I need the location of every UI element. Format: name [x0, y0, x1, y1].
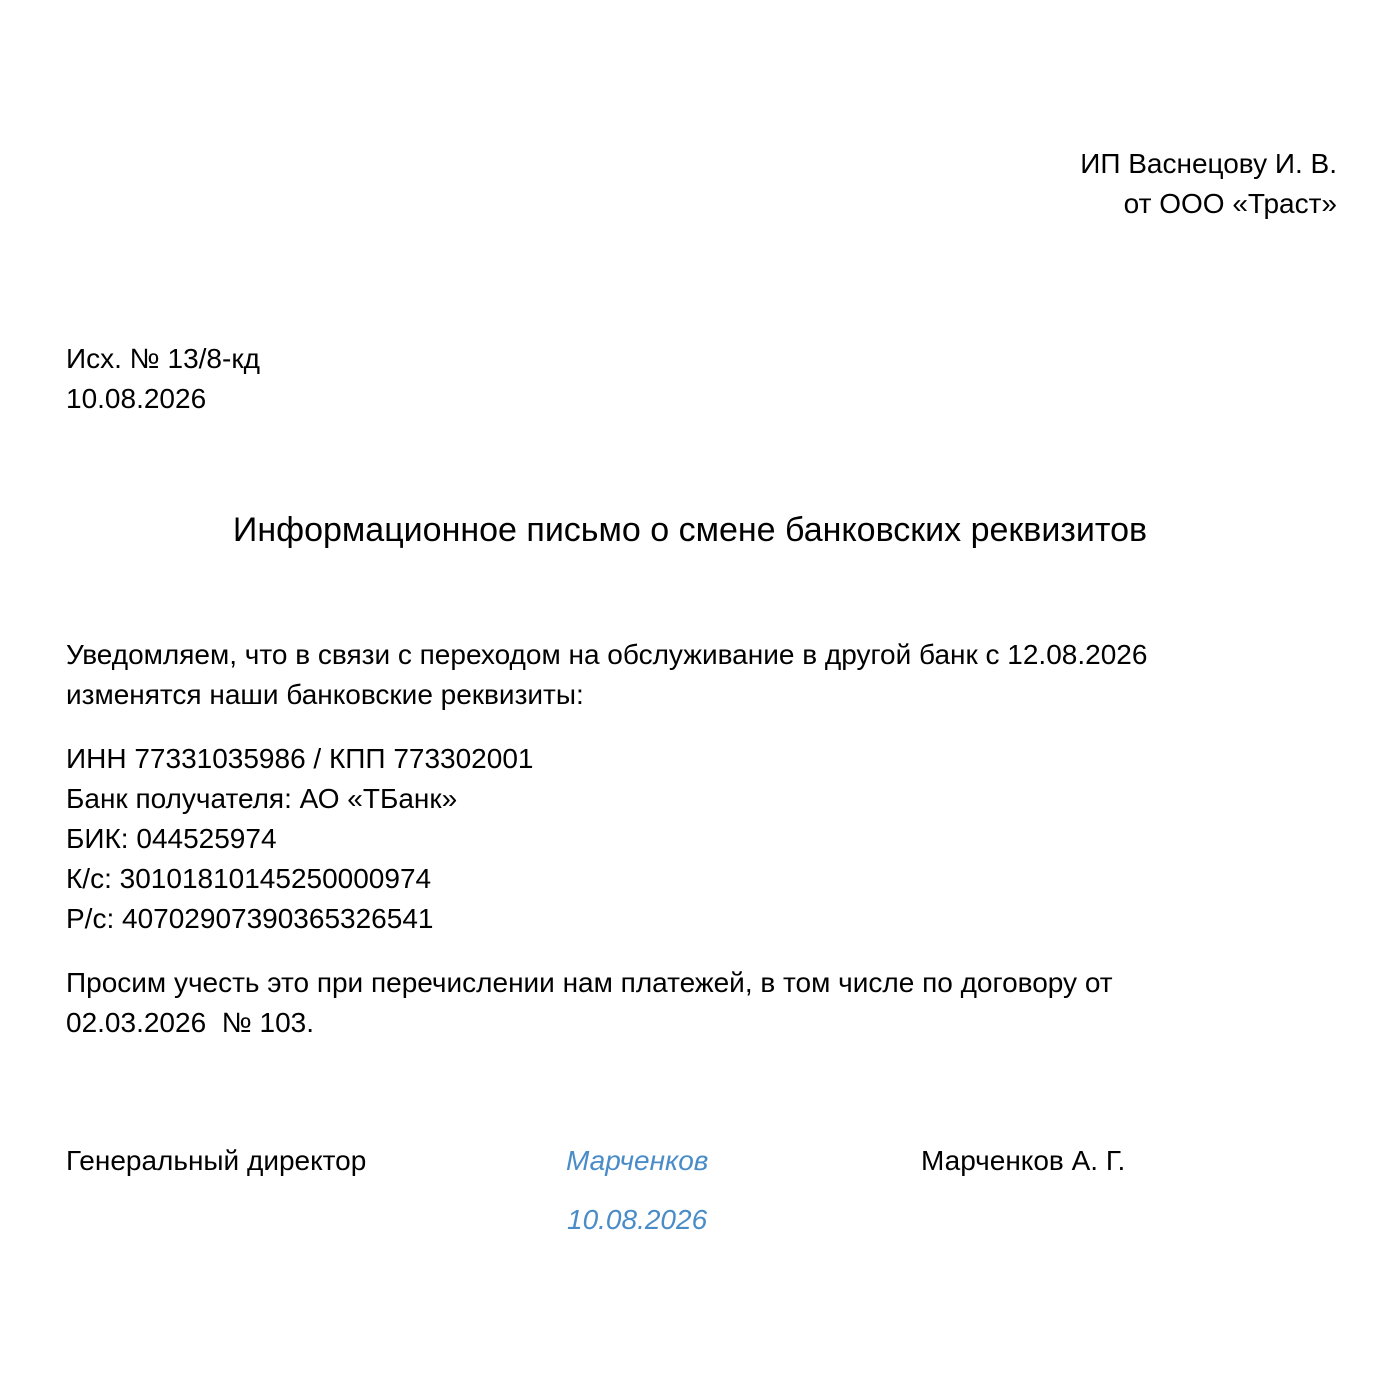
request-line: Просим учесть это при перечислении нам платежей, в том числе по договору от: [66, 967, 1113, 998]
addressee-block: [1080, 144, 1337, 224]
signature-date: 10.08.2026: [567, 1204, 708, 1235]
outgoing-date: 10.08.2026: [66, 383, 207, 414]
request-line: 02.03.2026 № 103.: [66, 1007, 315, 1038]
outgoing-number: Исх. № 13/8-кд: [66, 343, 260, 374]
outgoing-block: [66, 339, 260, 419]
bank-details: [66, 739, 1326, 939]
detail-settlement-account: Р/с: 40702907390365326541: [66, 903, 434, 934]
document-title: Информационное письмо о смене банковских реквизитов: [232, 511, 1148, 549]
intro-paragraph: [66, 635, 1326, 715]
addressee-to: ИП Васнецову И. В.: [1080, 148, 1337, 179]
intro-line: изменятся наши банковские реквизиты:: [66, 679, 584, 710]
intro-line: Уведомляем, что в связи с переходом на обслуживание в другой банк с 12.08.2026: [66, 639, 1148, 670]
signer-position: Генеральный директор: [66, 1145, 367, 1176]
request-paragraph: [66, 963, 1326, 1043]
signature-row: [0, 1141, 1380, 1181]
detail-inn-kpp: ИНН 77331035986 / КПП 773302001: [66, 743, 534, 774]
addressee-from: от ООО «Траст»: [1123, 188, 1337, 219]
handwritten-signature: Марченков: [566, 1145, 709, 1176]
detail-corr-account: К/с: 30101810145250000974: [66, 863, 432, 894]
signer-name: Марченков А. Г.: [921, 1145, 1126, 1176]
detail-bank: Банк получателя: АО «ТБанк»: [66, 783, 458, 814]
detail-bik: БИК: 044525974: [66, 823, 277, 854]
